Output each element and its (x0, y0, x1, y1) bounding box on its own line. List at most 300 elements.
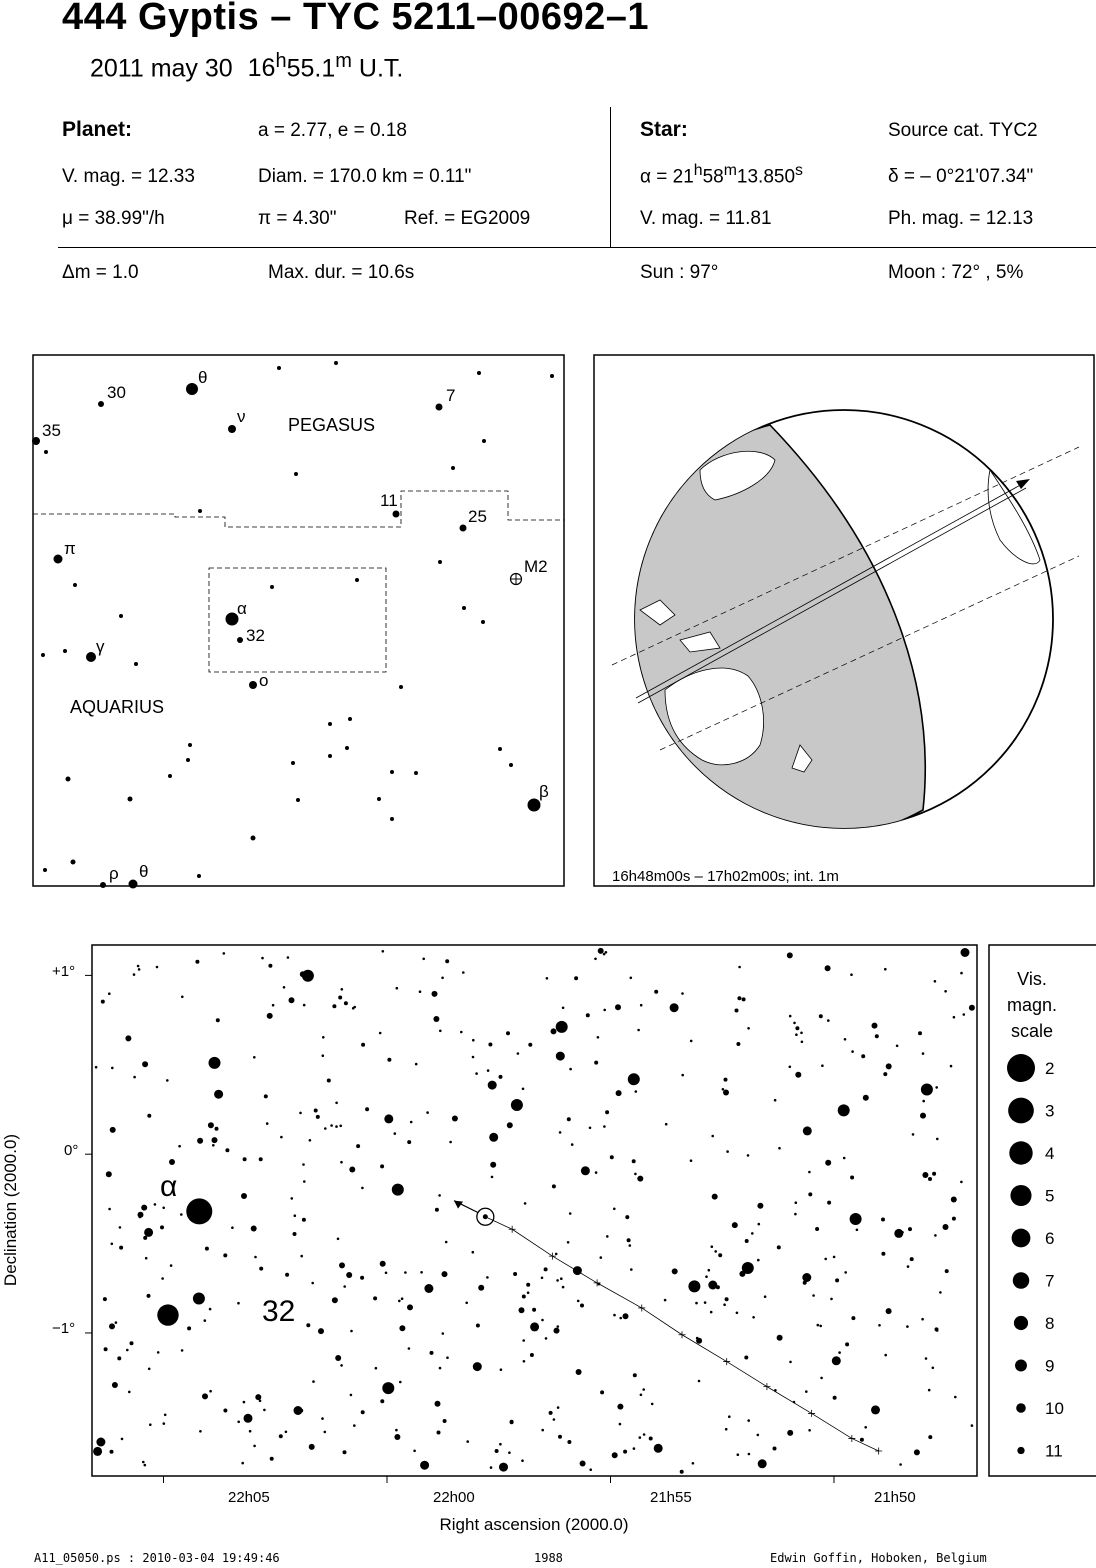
field-star (112, 1382, 118, 1388)
field-star (519, 1307, 525, 1313)
finder-star (228, 425, 236, 433)
legend-mag-dot (1015, 1360, 1027, 1372)
legend-mag-label: 5 (1045, 1186, 1055, 1206)
field-star (465, 1302, 468, 1305)
field-star (375, 1367, 378, 1370)
field-star (936, 1138, 939, 1141)
field-star (844, 1271, 847, 1274)
field-star (491, 1176, 494, 1179)
field-star (805, 1390, 808, 1393)
finder-star (270, 585, 274, 589)
field-star (270, 1457, 274, 1461)
finder-star (462, 606, 466, 610)
star-label-35: 35 (42, 421, 61, 440)
field-star (343, 1285, 346, 1288)
field-star (289, 997, 295, 1003)
finder-star (186, 383, 198, 395)
field-star (556, 1021, 568, 1033)
field-star (522, 1295, 526, 1299)
finder-star (390, 770, 394, 774)
field-star (748, 1453, 751, 1456)
field-star (361, 1187, 364, 1190)
legend-title-2: magn. (1006, 995, 1058, 1015)
field-star (541, 1277, 544, 1280)
field-star (737, 1453, 740, 1456)
field-star (541, 1319, 544, 1322)
field-star (95, 1066, 98, 1069)
field-star (259, 1267, 263, 1271)
field-star (825, 1160, 831, 1166)
field-star (711, 1245, 714, 1248)
field-star (681, 1074, 684, 1077)
field-star (744, 1356, 748, 1360)
field-star (216, 1018, 220, 1022)
field-star (137, 965, 140, 968)
field-star (108, 992, 111, 995)
field-star (209, 1057, 221, 1069)
track-time-mark (848, 1435, 855, 1442)
field-star (945, 1269, 949, 1273)
field-star (141, 1205, 147, 1211)
legend-mag-dot (1010, 1185, 1031, 1206)
max-duration: Max. dur. = 10.6s (268, 262, 415, 283)
time-suffix: U.T. (358, 54, 404, 83)
constellation-aquarius: AQUARIUS (70, 697, 165, 717)
field-star (266, 1122, 269, 1125)
chart-frame (92, 945, 977, 1476)
footer-number: 1988 (534, 1551, 563, 1565)
field-star (142, 1061, 148, 1067)
star-ra-hours: α = 21 (640, 166, 694, 188)
field-star (422, 958, 425, 961)
field-star (399, 1381, 402, 1384)
field-star (415, 1063, 418, 1066)
field-star (387, 1058, 391, 1062)
field-star (745, 1239, 749, 1243)
field-star (285, 1273, 289, 1277)
field-star (722, 1088, 725, 1091)
field-star (758, 1459, 767, 1468)
field-star (442, 1271, 448, 1277)
y-tick-label: +1° (52, 963, 76, 980)
field-stars (93, 948, 975, 1474)
field-star (408, 1347, 411, 1350)
field-star (603, 1125, 606, 1128)
field-star (639, 1436, 642, 1439)
field-star (108, 1208, 111, 1211)
finder-star (128, 797, 133, 802)
finder-star (119, 614, 123, 618)
field-star (462, 971, 465, 974)
legend-mag-label: 6 (1045, 1229, 1055, 1248)
planet-orbit: a = 2.77, e = 0.18 (258, 120, 407, 141)
field-star (728, 1415, 731, 1418)
field-star (628, 1073, 640, 1085)
field-star (490, 1466, 493, 1469)
field-star (623, 1313, 629, 1319)
field-star (960, 1181, 963, 1184)
event-hour: 16 (247, 54, 276, 83)
finder-star (188, 743, 192, 747)
field-star (169, 1159, 175, 1165)
field-star (264, 1094, 268, 1098)
finder-star (355, 578, 359, 582)
field-star (747, 1154, 750, 1157)
finder-star (498, 747, 502, 751)
field-star (878, 1324, 881, 1327)
field-star (523, 1360, 526, 1363)
field-star (349, 1167, 355, 1173)
field-star (343, 1450, 347, 1454)
legend-mag-dot (1013, 1272, 1030, 1289)
field-star (293, 1232, 297, 1236)
field-star (544, 1267, 548, 1271)
field-star (803, 1281, 807, 1285)
field-star (517, 1052, 520, 1055)
finder-star (41, 653, 45, 657)
field-star (318, 1328, 324, 1334)
finder-star (328, 722, 332, 726)
field-star (633, 1373, 637, 1377)
field-star (808, 1171, 811, 1174)
field-star (272, 1004, 275, 1007)
field-star (291, 1197, 294, 1200)
field-star (407, 1304, 413, 1310)
field-star (912, 1133, 915, 1136)
legend-mag-label: 10 (1045, 1399, 1064, 1418)
finder-star (100, 882, 106, 888)
field-star (445, 959, 449, 963)
field-star (225, 1148, 229, 1152)
field-star (562, 1007, 565, 1010)
field-star (600, 1256, 603, 1259)
field-star (963, 1013, 966, 1016)
field-star (569, 1212, 572, 1215)
field-star (147, 1294, 151, 1298)
field-star (303, 1180, 306, 1183)
star-label-11: 11 (380, 491, 398, 510)
field-star (789, 1015, 792, 1018)
field-star (446, 1356, 449, 1359)
planet-reference: Ref. = EG2009 (404, 208, 531, 229)
field-star (396, 987, 399, 990)
field-star (394, 1434, 400, 1440)
field-star (580, 1304, 584, 1308)
field-star (605, 1110, 609, 1114)
field-star (350, 1330, 353, 1333)
field-star (794, 1213, 797, 1216)
field-star (249, 1430, 252, 1433)
finder-star (43, 868, 47, 872)
field-star (680, 1470, 684, 1474)
field-star (145, 1257, 148, 1260)
field-star (627, 1238, 631, 1242)
field-star (835, 1278, 839, 1282)
field-star (819, 1014, 823, 1018)
finder-star (390, 817, 394, 821)
field-star (803, 1126, 812, 1135)
field-star (935, 1086, 938, 1089)
star-phmag: Ph. mag. = 12.13 (888, 208, 1034, 229)
field-star (613, 1314, 616, 1317)
track-time-mark (594, 1279, 601, 1286)
legend-title-3: scale (1010, 1021, 1054, 1041)
finder-star (186, 758, 190, 762)
field-star (223, 1409, 227, 1413)
y-tick-label: 0° (64, 1142, 79, 1159)
finder-star (249, 681, 257, 689)
field-star (961, 948, 970, 957)
field-star (335, 1355, 341, 1361)
star-label-theta-aqr: θ (139, 862, 149, 881)
field-star (571, 1143, 574, 1146)
track-time-mark (679, 1331, 686, 1338)
field-star (764, 1295, 767, 1298)
field-star (918, 1031, 922, 1035)
field-star (560, 1277, 563, 1280)
field-star (712, 1194, 718, 1200)
field-star (263, 1409, 266, 1412)
field-star (920, 1113, 926, 1119)
field-star (111, 1067, 114, 1070)
field-star (863, 1095, 869, 1101)
field-star (285, 1431, 288, 1434)
globe-time-range: 16h48m00s – 17h02m00s; int. 1m (612, 868, 839, 885)
field-star (567, 1440, 571, 1444)
field-star (486, 1276, 489, 1279)
field-star (117, 1356, 121, 1360)
planet-motion: μ = 38.99"/h (62, 208, 165, 229)
y-axis-title: Declination (2000.0) (1, 1133, 20, 1287)
finder-star (509, 763, 513, 767)
field-star (330, 1124, 333, 1127)
legend-mag-dot (1012, 1229, 1031, 1248)
field-star (133, 973, 136, 976)
field-star (747, 1027, 750, 1030)
field-star (324, 1431, 327, 1434)
field-star (195, 960, 199, 964)
star-label-32: 32 (246, 626, 265, 645)
field-star (617, 1404, 623, 1410)
field-star (511, 1099, 523, 1111)
field-star (339, 1262, 345, 1268)
field-star (394, 1132, 397, 1135)
field-star (379, 1032, 382, 1035)
finder-star (54, 555, 63, 564)
field-star (821, 1064, 824, 1067)
field-star (476, 1324, 480, 1328)
field-star (212, 1144, 215, 1147)
field-star (922, 1172, 928, 1178)
field-star (833, 1256, 836, 1259)
field-star (820, 1377, 823, 1380)
detail-chart (1, 945, 977, 1534)
legend-items (1007, 1054, 1064, 1461)
field-star (160, 1225, 164, 1229)
field-star (558, 1435, 562, 1439)
field-star (208, 1122, 214, 1128)
field-star (472, 1039, 475, 1042)
finder-star (451, 466, 455, 470)
finder-star (477, 371, 481, 375)
field-star (148, 1368, 151, 1371)
minute-unit: m (335, 50, 352, 72)
field-star (279, 1434, 283, 1438)
field-star (861, 1054, 865, 1058)
field-star (554, 1328, 560, 1334)
australia (665, 668, 764, 765)
field-star (851, 1050, 854, 1053)
field-star (556, 1279, 559, 1282)
field-star (327, 1079, 331, 1083)
field-star (299, 1409, 303, 1413)
finder-star (63, 649, 67, 653)
legend-mag-dot (1007, 1054, 1035, 1082)
field-star (353, 1424, 356, 1427)
field-star (384, 1114, 393, 1123)
field-star (253, 1056, 256, 1059)
bright-star (186, 1198, 212, 1224)
field-star (231, 1226, 234, 1229)
field-star (736, 1312, 739, 1315)
field-star (490, 1162, 496, 1168)
x-tick-label: 21h55 (650, 1489, 692, 1506)
field-star (723, 1303, 726, 1306)
field-star (545, 1337, 548, 1340)
field-star (178, 1145, 181, 1148)
field-star (309, 1444, 315, 1450)
field-star (928, 1177, 932, 1181)
star-label-rho: ρ (109, 864, 119, 883)
field-star (280, 1136, 283, 1139)
field-star (883, 1072, 887, 1076)
field-star (774, 1099, 777, 1102)
field-star (163, 1422, 166, 1425)
star-label-beta: β (539, 782, 549, 801)
field-star (433, 1016, 439, 1022)
finder-star (481, 620, 485, 624)
field-star (110, 1127, 116, 1133)
field-star (787, 952, 793, 958)
field-star (574, 976, 578, 980)
finder-star (294, 472, 298, 476)
field-star (954, 1396, 957, 1399)
field-star (181, 996, 184, 999)
field-star (392, 1184, 404, 1196)
field-star (526, 1283, 530, 1287)
x-tick-label: 22h00 (433, 1489, 475, 1506)
field-star (549, 1411, 553, 1415)
finder-star (134, 662, 138, 666)
legend-title-1: Vis. (1017, 969, 1047, 989)
field-star (410, 1121, 413, 1124)
finder-star (334, 361, 338, 365)
field-star (439, 1030, 442, 1033)
field-star (181, 1349, 184, 1352)
field-star (850, 1213, 862, 1225)
field-star (872, 1023, 878, 1029)
field-star (795, 1026, 799, 1030)
field-star (922, 1052, 925, 1055)
finder-star (550, 374, 554, 378)
field-star (736, 1042, 740, 1046)
field-star (934, 1234, 937, 1237)
field-star (125, 1035, 131, 1041)
field-star (615, 1004, 621, 1010)
field-star (472, 1056, 475, 1059)
field-star (299, 1112, 302, 1115)
field-star (971, 1424, 974, 1427)
field-star (732, 1222, 738, 1228)
field-star (212, 1137, 218, 1143)
field-star (507, 1122, 513, 1128)
field-star (928, 1435, 932, 1439)
field-star (237, 1421, 240, 1424)
finder-star (414, 771, 418, 775)
field-star (332, 1004, 336, 1008)
field-star (268, 964, 272, 968)
field-star (856, 1229, 859, 1232)
field-star (950, 1065, 953, 1068)
star-dec: δ = – 0°21'07.34" (888, 166, 1034, 187)
field-star (908, 1227, 912, 1231)
field-star (690, 1159, 693, 1162)
field-star (757, 1203, 763, 1209)
field-star (522, 1339, 525, 1342)
field-star (795, 1201, 798, 1204)
field-star (557, 1325, 560, 1328)
occulted-star (483, 1214, 488, 1219)
x-axis-title: Right ascension (2000.0) (439, 1515, 629, 1534)
field-star (380, 1399, 384, 1403)
field-star (214, 1090, 223, 1099)
event-date: 2011 may 30 (90, 54, 233, 83)
field-star (595, 1171, 598, 1174)
field-star (553, 1418, 556, 1421)
field-star (600, 1390, 604, 1394)
field-star (714, 1250, 717, 1253)
field-star (475, 1072, 478, 1075)
field-star (586, 1013, 590, 1017)
field-star (943, 1224, 949, 1230)
field-star (104, 1347, 108, 1351)
field-star (789, 1361, 792, 1364)
field-star (156, 966, 159, 969)
star-label-alpha: α (237, 599, 247, 618)
field-star (695, 1302, 698, 1305)
field-star (435, 1401, 441, 1407)
field-star (800, 1032, 803, 1035)
field-star (204, 1319, 207, 1322)
field-star (316, 1115, 320, 1119)
field-star (589, 1468, 592, 1471)
field-star (424, 1284, 433, 1293)
field-star (573, 1266, 582, 1275)
field-star (530, 1353, 534, 1357)
field-star (341, 988, 344, 991)
field-star (495, 1449, 499, 1453)
finder-star (345, 746, 349, 750)
event-minute: 55.1 (286, 54, 336, 83)
field-star (944, 990, 947, 993)
field-star (452, 1116, 458, 1122)
field-star (259, 1157, 263, 1161)
footer-author: Edwin Goffin, Hoboken, Belgium (770, 1551, 987, 1565)
track-time-mark (638, 1304, 645, 1311)
field-star (576, 1369, 582, 1375)
field-star (952, 1217, 956, 1221)
field-star (757, 1434, 760, 1437)
